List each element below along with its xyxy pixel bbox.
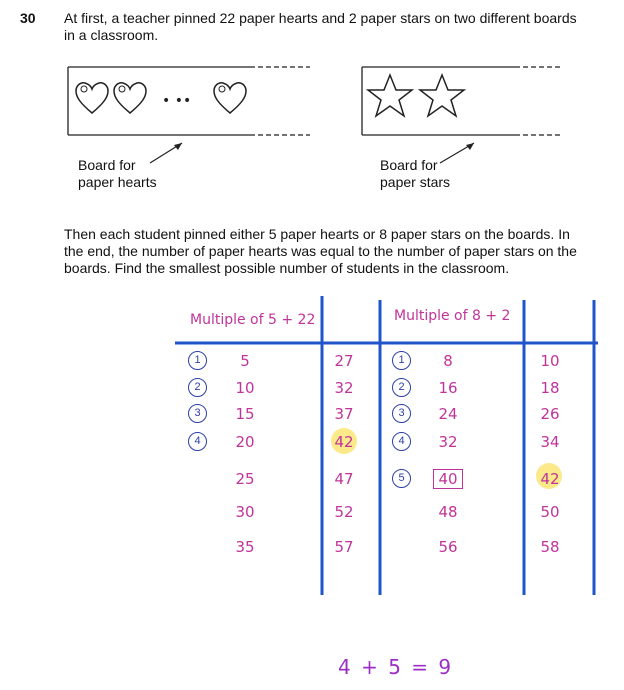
left-total: 27: [334, 352, 354, 370]
question-body: Then each student pinned either 5 paper hearts or 8 paper stars on the boards. In the end, the number of paper hearts was equal to the number of paper stars on the boards. Find the smallest possible number of students in the classroom.: [64, 226, 577, 276]
left-multiple: 10: [235, 379, 255, 397]
right-multiple: 32: [438, 433, 458, 451]
row-index-circle: 4: [392, 432, 411, 451]
question-intro: At first, a teacher pinned 22 paper hearts and 2 paper stars on two different boards in a classroom.: [64, 10, 577, 43]
left-multiple: 30: [235, 503, 255, 521]
right-total: 34: [540, 433, 560, 451]
right-header: Multiple of 8 + 2: [394, 308, 511, 324]
right-multiple: 8: [443, 352, 453, 370]
hearts-board-label: Board for paper hearts: [78, 157, 157, 190]
right-total: 58: [540, 538, 560, 556]
row-index-circle: 3: [188, 404, 207, 423]
left-multiple: 35: [235, 538, 255, 556]
question-number: 30: [20, 10, 36, 26]
right-total: 50: [540, 503, 560, 521]
left-header: Multiple of 5 + 22: [190, 312, 316, 328]
left-multiple: 15: [235, 405, 255, 423]
row-index-circle: 5: [392, 469, 411, 488]
left-total: 57: [334, 538, 354, 556]
left-total: 47: [334, 470, 354, 488]
left-multiple: 25: [235, 470, 255, 488]
right-multiple: 16: [438, 379, 458, 397]
row-index-circle: 2: [188, 378, 207, 397]
boxed-value: 40: [433, 469, 462, 489]
right-multiple: 56: [438, 538, 458, 556]
row-index-circle: 2: [392, 378, 411, 397]
left-total: 52: [334, 503, 354, 521]
row-index-circle: 3: [392, 404, 411, 423]
row-index-circle: 4: [188, 432, 207, 451]
right-total: 18: [540, 379, 560, 397]
left-total: 42: [334, 433, 354, 451]
right-multiple: [418, 470, 478, 488]
right-total: 26: [540, 405, 560, 423]
right-total: 10: [540, 352, 560, 370]
right-multiple: 48: [438, 503, 458, 521]
row-index-circle: 1: [188, 351, 207, 370]
right-multiple: 24: [438, 405, 458, 423]
left-total: 37: [334, 405, 354, 423]
stars-board-label: Board for paper stars: [380, 157, 451, 190]
left-multiple: 5: [240, 352, 250, 370]
answer: 4 + 5 = 9: [338, 655, 454, 679]
left-multiple: 20: [235, 433, 255, 451]
right-total: 42: [540, 470, 560, 488]
left-total: 32: [334, 379, 354, 397]
ellipsis: • ••: [162, 93, 192, 109]
row-index-circle: 1: [392, 351, 411, 370]
